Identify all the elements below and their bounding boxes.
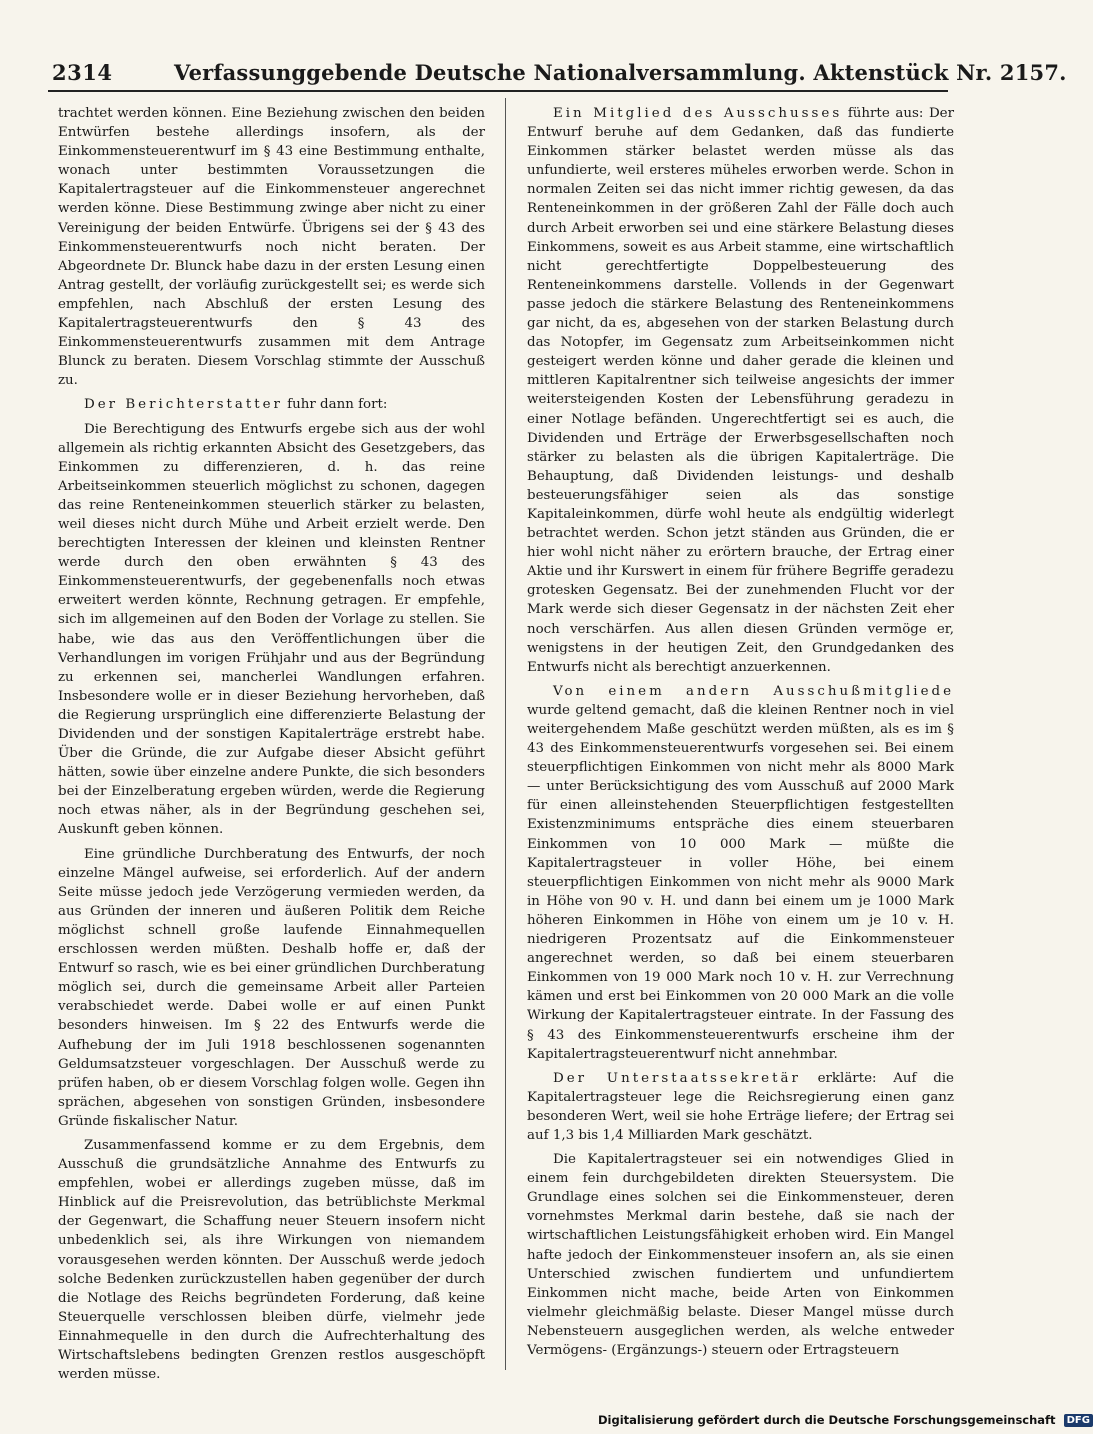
paragraph: Zusammenfassend komme er zu dem Ergebnis, dem Ausschuß die grundsätzliche Annahme des Entwurfs zu empfehlen, wobei er allerdings zugeben müsse, daß im Hinblick auf die Preisrevolution, das betrüblichste Merkmal der Gegenwart, die Schaffung neuer Steuern insofern nicht unbedenklich sei, als ihre Wirkungen von niemandem vorausgesehen werden könnten. Der Ausschuß werde jedoch solche Bedenken zurückzustellen haben gegenüber der durch die Notlage des Reichs begründeten Forderung, daß keine Steuerquelle verschlossen bleiben dürfe, vielmehr jede Einnahmequelle in den durch die Aufrechterhaltung des Wirtschaftslebens bedingten Grenzen restlos ausgeschöpft werden müsse.: [58, 1137, 485, 1383]
paragraph: [58, 395, 485, 414]
paragraph-text: fuhr dann fort:: [282, 397, 388, 413]
paragraph-text: führte aus: Der Entwurf beruhe auf dem Gedanken, daß das fundierte Einkommen stärker belastet werden müsse als das unfundierte, weil ersteres müheles erworben werde. Schon in normalen Zeiten sei das nicht immer richtig gewesen, da das Renteneinkommen in der größeren Zahl der Fälle doch auch durch Arbeit erworben sei und eine stärkere Belastung dieses Einkommens, soweit es aus Arbeit stamme, eine wirtschaftlich nicht gerechtfertigte Doppelbesteuerung des Renteneinkommens darstelle. Vollends in der Gegenwart passe jedoch die stärkere Belastung des Renteneinkommens gar nicht, da es, abgesehen von der starken Belastung durch das Notopfer, im Gegensatz zum Arbeitseinkommen nicht gesteigert werden könne und daher gerade die kleinen und mittleren Kapitalrentner sich teilweise angesichts der immer weitersteigenden Kosten der Lebensführung geradezu in einer Notlage befänden. Ungerechtfertigt sei es auch, die Dividenden und Erträge der Erwerbsgesellschaften noch stärker zu belasten als die übrigen Kapitalerträge. Die Behauptung, daß Dividenden leistungs- und deshalb besteuerungsfähiger seien als das sonstige Kapitaleinkommen, dürfe wohl heute als endgültig widerlegt betrachtet werden. Schon jetzt ständen aus Gründen, die er hier wohl nicht näher zu erörtern brauche, der Ertrag einer Aktie und ihr Kurswert in einem für frühere Begriffe geradezu grotesken Gegensatz. Bei der zunehmenden Flucht vor der Mark werde sich dieser Gegensatz in der nächsten Zeit eher noch verschärfen. Aus allen diesen Gründen vermöge er, wenigstens in der heutigen Zeit, den Grundgedanken des Entwurfs nicht als berechtigt anzuerkennen.: [527, 106, 955, 675]
paragraph: Die Berechtigung des Entwurfs ergebe sich aus der wohl allgemein als richtig erkannten Absicht des Gesetzgebers, das Einkommen zu differenzieren, d. h. das reine Arbeitseinkommen steuerlich möglichst zu schonen, dagegen das reine Renteneinkommen steuerlich stärker zu belasten, weil dieses nicht durch Mühe und Arbeit erzielt werde. Den berechtigten Interessen der kleinen und kleinsten Rentner werde durch den oben erwähnten § 43 des Einkommensteuerentwurfs, der gegebenenfalls noch etwas erweitert werden könnte, Rechnung getragen. Er empfehle, sich im allgemeinen auf den Boden der Vorlage zu stellen. Sie habe, wie das aus den Veröffentlichungen über die Verhandlungen im vorigen Frühjahr und aus der Begründung zu erkennen sei, mancherlei Wandlungen erfahren. Insbesondere wolle er in dieser Beziehung hervorheben, daß die Regierung ursprünglich eine differenzierte Belastung der Dividenden und der sonstigen Kapitalerträge erstrebt habe. Über die Gründe, die zur Aufgabe dieser Absicht geführt hätten, sowie über einzelne andere Punkte, die sich besonders bei der Einzelberatung ergeben würden, werde die Regierung noch etwas näher, als in der Begründung geschehen sei, Auskunft geben können.: [58, 421, 485, 838]
column-divider: [505, 98, 506, 1370]
paragraph: [527, 104, 954, 677]
paragraph-text: wurde geltend gemacht, daß die kleinen Rentner noch in viel weitergehendem Maße geschützt werden müßten, als es im § 43 des Einkommensteuerentwurfs vorgesehen sei. Bei einem steuerpflichtigen Einkommen von nicht mehr als 8000 Mark — unter Berücksichtigung des vom Ausschuß auf 2000 Mark für einen alleinstehenden Steuerpflichtigen festgestellten Existenzminimums entspräche dies einem steuerbaren Einkommen von 10 000 Mark — müßte die Kapitalertragsteuer in voller Höhe, bei einem steuerpflichtigen Einkommen von nicht mehr als 9000 Mark in Höhe von 90 v. H. und dann bei einem um je 1000 Mark höheren Einkommen in Höhe von einem um je 10 v. H. niedrigeren Prozentsatz auf die Einkommensteuer angerechnet werden, so daß bei einem steuerbaren Einkommen von 19 000 Mark noch 10 v. H. zur Verrechnung kämen und erst bei Einkommen von 20 000 Mark an die volle Wirkung der Kapitalertragsteuer eintrate. In der Fassung des § 43 des Einkommensteuerentwurfs erscheine ihm der Kapitalertragsteuerentwurf nicht annehmbar.: [527, 702, 954, 1062]
page-header: [48, 56, 1067, 92]
speaker-label: Von einem andern Ausschußmitgliede: [553, 683, 954, 699]
paragraph: trachtet werden können. Eine Beziehung zwischen den beiden Entwürfen bestehe allerdings insofern, als der Einkommensteuerentwurf im § 43 eine Bestimmung enthalte, wonach unter bestimmten Voraussetzungen die Kapitalertragsteuer auf die Einkommensteuer angerechnet werden könne. Diese Bestimmung zwinge aber nicht zu einer Vereinigung der beiden Entwürfe. Übrigens sei der § 43 des Einkommensteuerentwurfs noch nicht beraten. Der Abgeordnete Dr. Blunck habe dazu in der ersten Lesung einen Antrag gestellt, der vorläufig zurückgestellt sei; es werde sich empfehlen, nach Abschluß der ersten Lesung des Kapitalertragsteuerentwurfs den § 43 des Einkommensteuerentwurfs zusammen mit dem Antrage Blunck zu beraten. Diesem Vorschlag stimmte der Ausschuß zu.: [58, 106, 485, 389]
dfg-logo: DFG: [1064, 1414, 1093, 1427]
paragraph-text: erklärte: Auf die Kapitalertragsteuer lege die Reichsregierung einen ganz besonderen Wert, weil sie hohe Erträge liefere; der Ertrag sei auf 1,3 bis 1,4 Milliarden Mark geschätzt.: [527, 1070, 954, 1143]
paragraph: Die Kapitalertragsteuer sei ein notwendiges Glied in einem fein durchgebildeten direkten Steuersystem. Die Grundlage eines solchen sei die Einkommensteuer, deren vornehmstes Merkmal darin bestehe, daß sie nach der wirtschaftlichen Leistungsfähigkeit erhoben wird. Ein Mangel hafte jedoch der Einkommensteuer insofern an, als sie einen Unterschied zwischen fundiertem und unfundiertem Einkommen nicht mache, beide Arten von Einkommen vielmehr gleichmäßig belaste. Dieser Mangel müsse durch Nebensteuern ausgeglichen werden, als welche entweder Vermögens- (Ergänzungs-) steuern oder Ertragsteuern: [527, 1152, 954, 1358]
header-title: Verfassunggebende Deutsche Nationalversammlung. Aktenstück Nr. 2157.: [174, 60, 1067, 85]
right-column: [527, 104, 954, 1360]
page-number: 2314: [52, 60, 113, 85]
digitization-footer: [598, 1413, 1090, 1429]
left-column: [58, 104, 485, 1384]
paragraph: [527, 1069, 954, 1145]
footer-text: Digitalisierung gefördert durch die Deutsche Forschungsgemeinschaft: [598, 1413, 1056, 1427]
speaker-label: Ein Mitglied des Ausschusses: [553, 106, 843, 121]
speaker-label: Der Unterstaatssekretär: [553, 1070, 801, 1086]
speaker-label: Der Berichterstatter: [84, 397, 283, 413]
paragraph: Eine gründliche Durchberatung des Entwurfs, der noch einzelne Mängel aufweise, sei erforderlich. Auf der andern Seite müsse jedoch jede Verzögerung vermieden werden, da aus Gründen der inneren und äußeren Politik dem Reiche möglichst schnell große laufende Einnahmequellen erschlossen werden müßten. Deshalb hoffe er, daß der Entwurf so rasch, wie es bei einer gründlichen Durchberatung möglich sei, durch die gemeinsame Arbeit aller Parteien verabschiedet werde. Dabei wolle er auf einen Punkt besonders hinweisen. Im § 22 des Entwurfs werde die Aufhebung der im Juli 1918 beschlossenen sogenannten Geldumsatzsteuer vorgeschlagen. Der Ausschuß werde zu prüfen haben, ob er diesem Vorschlag folgen wolle. Gegen ihn sprächen, abgesehen von sonstigen Gründen, insbesondere Gründe fiskalischer Natur.: [58, 846, 485, 1129]
paragraph: [527, 682, 954, 1064]
